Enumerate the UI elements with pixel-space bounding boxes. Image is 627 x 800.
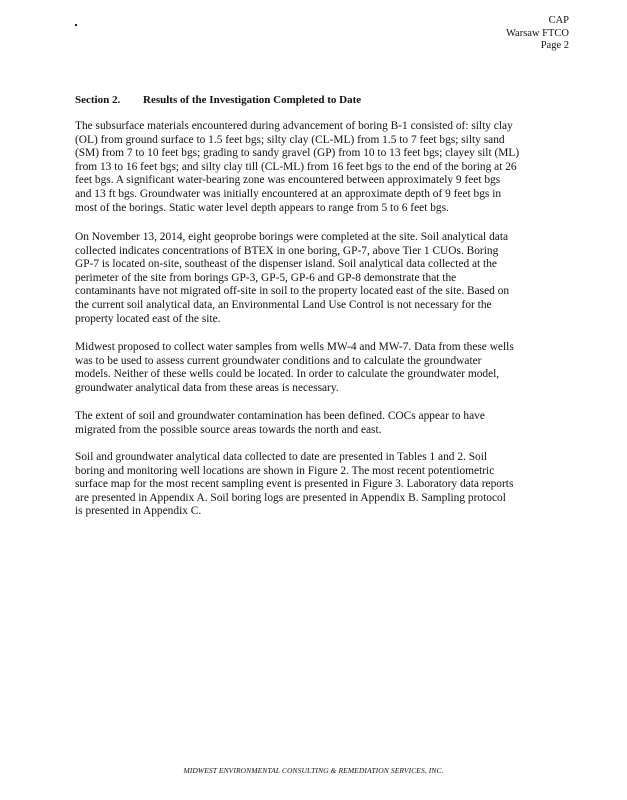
paragraph-line: was to be used to assess current groundwater conditions and to calculate the groundwater xyxy=(75,354,482,367)
paragraph-line: GP-7 is located on-site, southeast of the dispenser island. Soil analytical data collected at the xyxy=(75,258,497,271)
paragraph-line: Soil and groundwater analytical data collected to date are presented in Tables 1 and 2. Soil xyxy=(75,451,488,463)
paragraph-line: feet bgs. A significant water-bearing zone was encountered between approximately 9 feet bgs xyxy=(75,174,501,187)
page-footer: MIDWEST ENVIRONMENTAL CONSULTING & REMEDIATION SERVICES, INC. xyxy=(183,766,444,775)
paragraph-line: from 13 to 16 feet bgs; and silty clay till (CL-ML) from 16 feet bgs to the end of the boring at 26 xyxy=(75,160,517,173)
scan-speck xyxy=(75,24,77,26)
paragraph-line: perimeter of the site from borings GP-3, GP-5, GP-6 and GP-8 demonstrate that the xyxy=(75,271,457,284)
paragraph-line: (OL) from ground surface to 1.5 feet bgs; silty clay (CL-ML) from 1.5 to 7 feet bgs; silty sand xyxy=(75,133,505,146)
section-title: Results of the Investigation Completed to Date xyxy=(143,94,362,106)
paragraph-line: (SM) from 7 to 10 feet bgs; grading to sandy gravel (GP) from 10 to 13 feet bgs; clayey silt (ML) xyxy=(75,147,520,160)
header-document-type: CAP xyxy=(548,15,569,26)
header-page-number: Page 2 xyxy=(540,40,569,51)
paragraph-line: and 13 ft bgs. Groundwater was initially encountered at an approximate depth of 9 feet bgs in xyxy=(75,187,502,200)
paragraph-line: property located east of the site. xyxy=(75,312,221,325)
paragraph-line: models. Neither of these wells could be located. In order to calculate the groundwater model, xyxy=(75,368,500,381)
paragraph-line: are presented in Appendix A. Soil boring logs are presented in Appendix B. Sampling protocol xyxy=(75,491,506,504)
paragraph-line: is presented in Appendix C. xyxy=(75,505,202,518)
paragraph-line: The subsurface materials encountered during advancement of boring B-1 consisted of: silty clay xyxy=(75,120,513,132)
paragraph-line: migrated from the possible source areas towards the north and east. xyxy=(75,423,382,436)
paragraph-analytical-data xyxy=(75,451,575,519)
paragraph-line: most of the borings. Static water level depth appears to range from 5 to 6 feet bgs. xyxy=(75,201,449,214)
page-header xyxy=(506,15,569,53)
paragraph-line: The extent of soil and groundwater contamination has been defined. COCs appear to have xyxy=(75,410,485,422)
paragraph-subsurface-materials xyxy=(75,120,575,215)
paragraph-water-samples xyxy=(75,341,575,395)
paragraph-contamination-extent xyxy=(75,410,575,437)
paragraph-line: collected indicates concentrations of BTEX in one boring, GP-7, above Tier 1 CUOs. Boring xyxy=(75,244,499,257)
paragraph-line: contaminants have not migrated off-site in soil to the property located east of the site. Based on xyxy=(75,285,510,298)
paragraph-line: groundwater analytical data from these areas is necessary. xyxy=(75,381,339,394)
paragraph-line: the current soil analytical data, an Environmental Land Use Control is not necessary for the xyxy=(75,298,492,311)
paragraph-line: boring and monitoring well locations are shown in Figure 2. The most recent potentiometric xyxy=(75,464,495,477)
section-number: Section 2. xyxy=(75,94,121,106)
section-heading xyxy=(75,94,361,106)
header-site-name: Warsaw FTCO xyxy=(505,27,569,39)
paragraph-line: Midwest proposed to collect water samples from wells MW-4 and MW-7. Data from these wells xyxy=(75,341,514,353)
paragraph-line: surface map for the most recent sampling event is presented in Figure 3. Laboratory data reports xyxy=(75,478,514,491)
paragraph-geoprobe-borings xyxy=(75,231,575,326)
paragraph-line: On November 13, 2014, eight geoprobe borings were completed at the site. Soil analytical data xyxy=(75,231,509,243)
